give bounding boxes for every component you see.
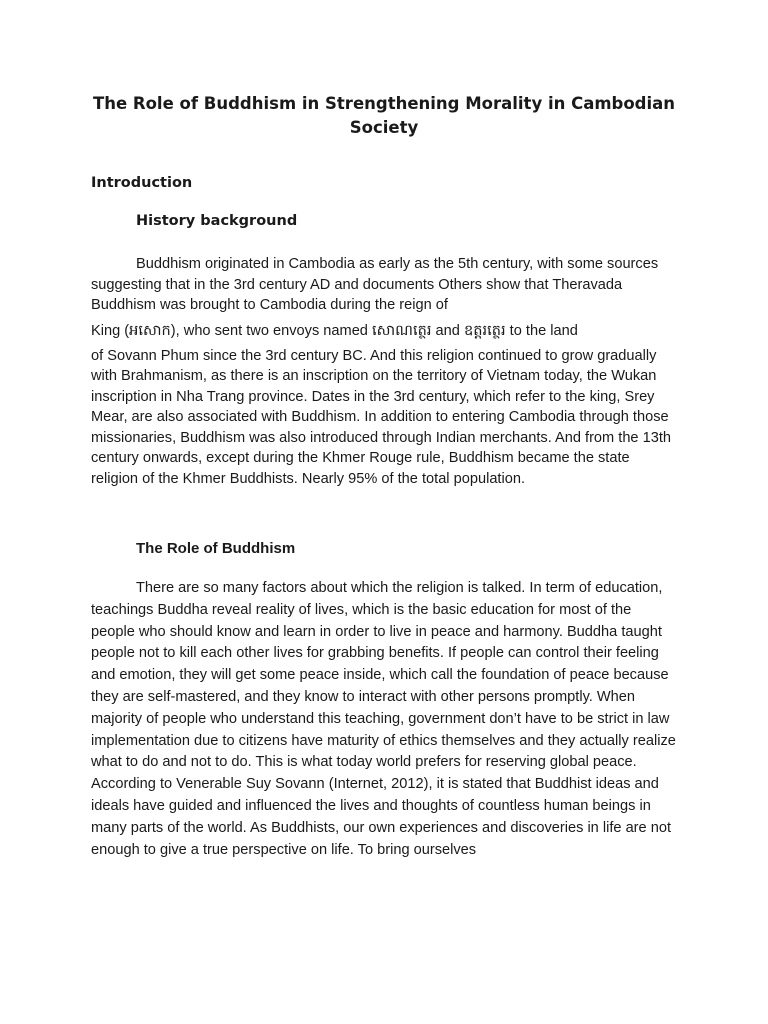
introduction-heading: Introduction: [91, 175, 193, 191]
history-paragraph-part-a: Buddhism originated in Cambodia as early as the 5th century, with some sources suggesting that in the 3rd century AD and documents Others show that Theravada Buddhism was brought to Cambodia during the reign of: [91, 256, 659, 313]
history-paragraph-part-c: of Sovann Phum since the 3rd century BC. And this religion continued to grow gradually with Brahmanism, as there is an inscription on the territory of Vietnam today, the Wukan inscription in Nha Trang province. Dates in the 3rd century, which refer to the king, Srey Mear, are also associated with Buddhism. In addition to entering Cambodia through those missionaries, Buddhism was also introduced through Indian merchants. And from the 13th century onwards, except during the Khmer Rouge rule, Buddhism became the state religion of the Khmer Buddhists. Nearly 95% of the total population.: [91, 347, 672, 487]
history-paragraph: [91, 254, 679, 489]
document-title: The Role of Buddhism in Strengthening Morality in Cambodian Society: [92, 94, 676, 137]
role-paragraph: There are so many factors about which the religion is talked. In term of education, teachings Buddha reveal reality of lives, which is the basic education for most of the people who should know and learn in order to live in peace and harmony. Buddha taught people not to kill each other lives for grabbing benefits. If people can control their feeling and emotion, they will get some peace inside, which call the foundation of peace because they are self-mastered, and they know to interact with other persons promptly. When majority of people who understand this teaching, government don’t have to be strict in law implementation due to citizens have maturity of ethics themselves and they actually realize what to do and not to do. This is what today world prefers for reserving global peace. According to Venerable Suy Sovann (Internet, 2012), it is stated that Buddhist ideas and ideals have guided and influenced the lives and thoughts of countless human beings in many parts of the world. As Buddhists, our own experiences and discoveries in life are not enough to give a true perspective on life. To bring ourselves: [91, 580, 676, 858]
role-of-buddhism-heading: The Role of Buddhism: [136, 540, 296, 557]
history-paragraph-part-b: King (អសោក), who sent two envoys named សោណត្ថេរ and ឧត្តរត្ថេរ to the land: [91, 322, 578, 339]
history-background-heading: History background: [136, 213, 298, 229]
